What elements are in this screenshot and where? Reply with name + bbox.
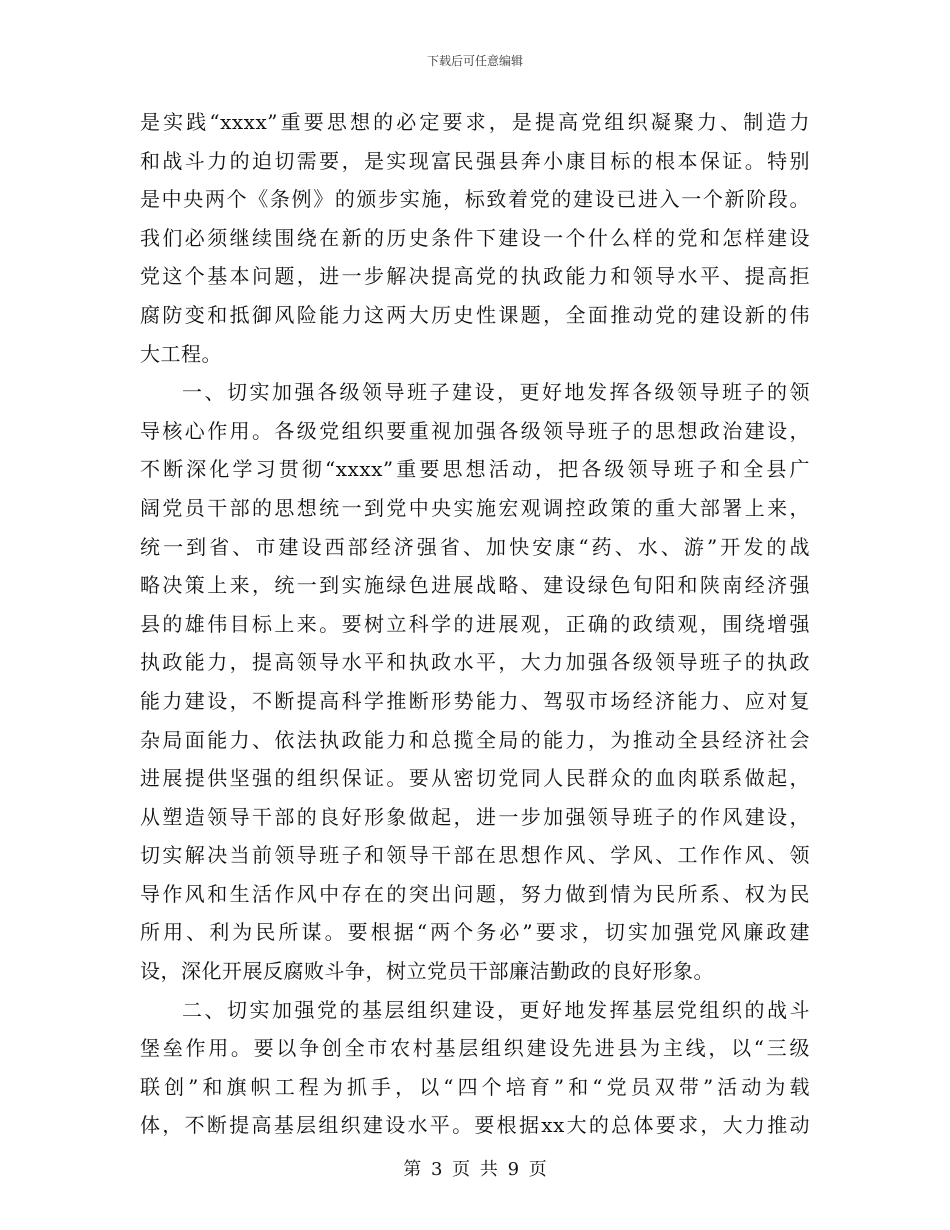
page-number: 第 3 页 共 9 页: [403, 1159, 547, 1180]
paragraph-start-line: 一、切实加强各级领导班子建设，更好地发挥各级领导班子的领: [182, 380, 810, 405]
text-line: 执政能力，提高领导水平和执政水平，大力加强各级领导班子的执政: [140, 650, 810, 675]
document-body: [140, 103, 810, 1145]
text-line: 进展提供坚强的组织保证。要从密切党同人民群众的血肉联系做起，: [140, 766, 810, 791]
text-line: 阔党员干部的思想统一到党中央实施宏观调控政策的重大部署上来，: [140, 495, 810, 520]
text-line: 切实解决当前领导班子和领导干部在思想作风、学风、工作作风、领: [140, 843, 810, 868]
text-line: 堡垒作用。要以争创全市农村基层组织建设先进县为主线，以“三级: [140, 1036, 810, 1061]
text-line: 设，深化开展反腐败斗争，树立党员干部廉洁勤政的良好形象。: [140, 959, 714, 984]
paragraph-start-line: 二、切实加强党的基层组织建设，更好地发挥基层党组织的战斗: [182, 997, 810, 1022]
text-line: 不断深化学习贯彻“xxxx”重要思想活动，把各级领导班子和全县广: [140, 457, 810, 482]
text-line: 县的雄伟目标上来。要树立科学的进展观，正确的政绩观，围绕增强: [140, 611, 810, 636]
page-header-note: 下载后可任意编辑: [426, 54, 523, 68]
text-line: 是中央两个《条例》的颁步实施，标致着党的建设已进入一个新阶段。: [140, 187, 810, 212]
text-line: 党这个基本问题，进一步解决提高党的执政能力和领导水平、提高拒: [140, 264, 810, 289]
text-line: 大工程。: [140, 341, 222, 366]
text-line: 体，不断提高基层组织建设水平。要根据xx大的总体要求，大力推动: [140, 1113, 810, 1138]
text-line: 所用、利为民所谋。要根据“两个务必”要求，切实加强党风廉政建: [140, 920, 810, 945]
text-line: 杂局面能力、依法执政能力和总揽全局的能力，为推动全县经济社会: [140, 727, 810, 752]
text-line: 联创”和旗帜工程为抓手，以“四个培育”和“党员双带”活动为载: [140, 1074, 810, 1099]
text-line: 导作风和生活作风中存在的突出问题，努力做到情为民所系、权为民: [140, 881, 810, 906]
text-line: 略决策上来，统一到实施绿色进展战略、建设绿色旬阳和陕南经济强: [140, 573, 810, 598]
text-line: 从塑造领导干部的良好形象做起，进一步加强领导班子的作风建设，: [140, 804, 810, 829]
text-line: 导核心作用。各级党组织要重视加强各级领导班子的思想政治建设，: [140, 418, 810, 443]
text-line: 是实践“xxxx”重要思想的必定要求，是提高党组织凝聚力、制造力: [140, 110, 810, 134]
text-line: 我们必须继续围绕在新的历史条件下建设一个什么样的党和怎样建设: [140, 225, 810, 250]
text-line: 能力建设，不断提高科学推断形势能力、驾驭市场经济能力、应对复: [140, 688, 810, 713]
text-line: 腐防变和抵御风险能力这两大历史性课题，全面推动党的建设新的伟: [140, 302, 810, 327]
text-line: 和战斗力的迫切需要，是实现富民强县奔小康目标的根本保证。特别: [140, 148, 810, 173]
text-line: 统一到省、市建设西部经济强省、加快安康“药、水、游”开发的战: [140, 534, 810, 559]
